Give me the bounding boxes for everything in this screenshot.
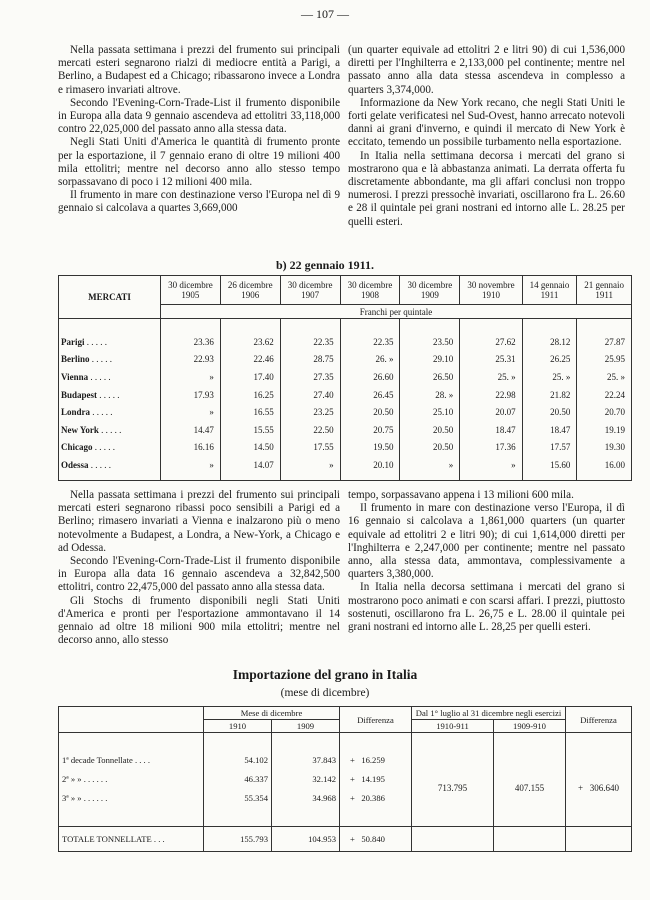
cell bbox=[340, 788, 412, 827]
period-1910-value: 713.795 bbox=[412, 733, 494, 827]
cell bbox=[340, 827, 412, 852]
price-cell: 25.95 bbox=[577, 351, 632, 369]
market-name: New York bbox=[61, 424, 99, 435]
table-row bbox=[59, 439, 632, 457]
price-cell: 19.19 bbox=[577, 421, 632, 439]
market-name: Odessa bbox=[61, 459, 89, 470]
price-cell: 14.47 bbox=[161, 421, 221, 439]
price-cell: 20.10 bbox=[340, 456, 400, 480]
paragraph: In Italia nella decorsa settimana i mercati del grano si mostrarono poco animati e con scarsi affari. I prezzi, piuttosto sostenuti, oscillarono fra L. 26,75 e L. 28.00 il quintale pei grani nostrani ed intorno alle L. 28,25 per quelli esteri. bbox=[348, 581, 625, 634]
table-row bbox=[59, 351, 632, 369]
period-diff-cell bbox=[566, 733, 632, 827]
units-label: Franchi per quintale bbox=[161, 305, 632, 319]
top-right-column bbox=[348, 44, 625, 229]
period-year-header: 1910-911 bbox=[412, 720, 494, 733]
market-name: Budapest bbox=[61, 389, 98, 400]
paragraph: In Italia nella settimana decorsa i mercati del grano si mostrarono qua e là abbastanza animati. La derrata offerta fu discretamente abbondante, ma gli affari conclusi non troppo numerosi. I prezzi pressochè invariati, oscillarono fra L. 26.60 e 28 il quintale pei grani nostrani ed intorno alle L. 28.25 per quelli esteri. bbox=[348, 149, 625, 228]
table-row bbox=[59, 403, 632, 421]
price-cell: 19.30 bbox=[577, 439, 632, 457]
leader-dots: . . . . . bbox=[99, 389, 120, 400]
price-cell: 26.60 bbox=[340, 368, 400, 386]
market-cell bbox=[59, 386, 161, 404]
price-cell: 26. » bbox=[340, 351, 400, 369]
leader-dots: . . . . . bbox=[101, 424, 122, 435]
price-cell: 17.93 bbox=[161, 386, 221, 404]
cell bbox=[494, 827, 566, 852]
cell: 46.337 bbox=[204, 769, 272, 788]
price-cell: 14.50 bbox=[220, 439, 280, 457]
label-header bbox=[59, 707, 204, 733]
sign: + bbox=[350, 792, 355, 803]
cell: 54.102 bbox=[204, 733, 272, 770]
market-cell bbox=[59, 456, 161, 480]
paragraph: Negli Stati Uniti d'America le quantità di frumento pronte per la esportazione, il 7 gennaio erano di oltre 19 milioni 400 mila ettolitri; mentre nel decorso anno allo stesso tempo sorpassavano di poco i 12 milioni 400 mila. bbox=[58, 136, 340, 189]
market-cell bbox=[59, 421, 161, 439]
import-title: Importazione del grano in Italia bbox=[232, 667, 418, 682]
price-cell: 27.62 bbox=[460, 319, 522, 351]
price-cell: 22.50 bbox=[280, 421, 340, 439]
paragraph: Informazione da New York recano, che negli Stati Uniti le forti gelate verificatesi nel Sud-Ovest, hanno arrecato notevoli danni ai grani d'inverno, e quindi il mercato di New York è eccitato, temendo un possibile turbamento nella esportazione. bbox=[348, 96, 625, 149]
price-cell: 17.55 bbox=[280, 439, 340, 457]
paragraph: Gli Stochs di frumento disponibili negli Stati Uniti d'America e pronti per l'esportazione ammontavano il 14 gennaio ad oltre 18 milioni 900 mila ettolitri; mentre nel decorso anno, allo stesso bbox=[58, 594, 340, 647]
bottom-right-column bbox=[348, 489, 625, 634]
cell: 32.142 bbox=[272, 769, 340, 788]
diff-value: 306.640 bbox=[589, 783, 620, 793]
price-cell: 18.47 bbox=[522, 421, 577, 439]
price-cell: 20.50 bbox=[522, 403, 577, 421]
paragraph: (un quarter equivale ad ettolitri 2 e litri 90) di cui 1,536,000 diretti per l'Inghilterra e 2,133,000 pel continente; mentre nel passato anno alla data stessa ascendeva in complesso a quarters 3,374,000. bbox=[348, 44, 625, 96]
paragraph: Secondo l'Evening-Corn-Trade-List il frumento disponibile in Europa alla data 16 gennaio ascendeva a 32,842,500 ettolitri, contro 22,475,000 del passato anno alla stessa data. bbox=[58, 555, 340, 594]
diff-value: 20.386 bbox=[361, 792, 385, 803]
total-label: TOTALE TONNELLATE . . . bbox=[59, 827, 204, 852]
prices-table bbox=[58, 275, 632, 481]
price-cell: 23.62 bbox=[220, 319, 280, 351]
diff-header: Differenza bbox=[340, 707, 412, 733]
price-cell: » bbox=[161, 403, 221, 421]
price-cell: » bbox=[161, 456, 221, 480]
price-cell: 27.87 bbox=[577, 319, 632, 351]
price-cell: 23.25 bbox=[280, 403, 340, 421]
paragraph: Nella passata settimana i prezzi del frumento sui principali mercati esteri segnarono ribassi poco sensibili a Parigi ed a Berlino; rimasero invariati a Vienna e inalzarono più o meno notevolmente a Budapest, a Londra, a New-York, a Chicago e ad Odessa. bbox=[58, 489, 340, 554]
price-cell: 25. » bbox=[522, 368, 577, 386]
price-cell: 22.24 bbox=[577, 386, 632, 404]
price-cell: 25. » bbox=[577, 368, 632, 386]
leader-dots: . . . . . bbox=[90, 459, 112, 470]
sign: + bbox=[577, 783, 584, 793]
price-cell: 26.50 bbox=[400, 368, 460, 386]
market-name: Berlino bbox=[61, 354, 90, 365]
cell bbox=[340, 733, 412, 770]
price-cell: 25.10 bbox=[400, 403, 460, 421]
date-header: 30 novembre 1910 bbox=[460, 276, 522, 305]
market-cell bbox=[59, 368, 161, 386]
price-cell: » bbox=[460, 456, 522, 480]
price-cell: 16.00 bbox=[577, 456, 632, 480]
price-cell: 16.55 bbox=[220, 403, 280, 421]
date-header: 30 dicembre 1907 bbox=[280, 276, 340, 305]
sign: + bbox=[350, 754, 355, 765]
page-number: — 107 — bbox=[301, 7, 349, 21]
market-header: MERCATI bbox=[59, 276, 161, 319]
market-name: Chicago bbox=[61, 442, 93, 453]
market-name: Vienna bbox=[61, 371, 89, 382]
price-cell: 23.50 bbox=[400, 319, 460, 351]
cell: 55.354 bbox=[204, 788, 272, 827]
sign: + bbox=[350, 834, 355, 844]
price-cell: 21.82 bbox=[522, 386, 577, 404]
price-cell: 28.12 bbox=[522, 319, 577, 351]
price-cell: 22.35 bbox=[340, 319, 400, 351]
row-label: 1ª decade Tonnellate . . . . bbox=[59, 733, 204, 770]
price-cell: » bbox=[400, 456, 460, 480]
price-cell: 17.40 bbox=[220, 368, 280, 386]
cell bbox=[566, 827, 632, 852]
table-row bbox=[59, 421, 632, 439]
market-cell bbox=[59, 439, 161, 457]
price-cell: 22.98 bbox=[460, 386, 522, 404]
row-label: 3ª » » . . . . . . bbox=[59, 788, 204, 827]
date-header: 30 dicembre 1905 bbox=[161, 276, 221, 305]
diff-value: 16.259 bbox=[361, 754, 385, 765]
table-row bbox=[59, 319, 632, 351]
period-header: Dal 1° luglio al 31 dicembre negli esercizi bbox=[412, 707, 566, 720]
date-header: 30 dicembre 1909 bbox=[400, 276, 460, 305]
price-cell: 15.55 bbox=[220, 421, 280, 439]
market-name: Londra bbox=[61, 407, 91, 418]
price-cell: 29.10 bbox=[400, 351, 460, 369]
top-left-column bbox=[58, 44, 340, 216]
market-cell bbox=[59, 403, 161, 421]
price-cell: 22.93 bbox=[161, 351, 221, 369]
price-cell: 16.16 bbox=[161, 439, 221, 457]
table-row bbox=[59, 368, 632, 386]
table-row bbox=[59, 456, 632, 480]
leader-dots: . . . . . bbox=[90, 371, 111, 382]
leader-dots: . . . . . bbox=[92, 407, 113, 418]
table-row bbox=[59, 733, 632, 770]
paragraph: Nella passata settimana i prezzi del frumento sui principali mercati esteri segnarono rialzi di mediocre entità a Parigi, a Berlino, a Budapest ed a Chicago; ribassarono invece a Londra e rimasero invariati altrove. bbox=[58, 44, 340, 96]
price-cell: 20.50 bbox=[400, 421, 460, 439]
paragraph: tempo, sorpassavano appena i 13 milioni 600 mila. bbox=[348, 489, 574, 501]
cell bbox=[340, 769, 412, 788]
paragraph: Il frumento in mare con destinazione verso l'Europa, il dì 16 gennaio si calcolava a 1,861,000 quarters (un quarter equivale ad ettolitri 2 e litri 90); di cui 1,614,000 diretti per l'Inghilterra e 2,247,000 per continente; mentre nel passato anno, alla stessa data, ammontava, complessivamente a quarters 3,380,000. bbox=[348, 502, 625, 581]
price-cell: » bbox=[161, 368, 221, 386]
price-cell: 16.25 bbox=[220, 386, 280, 404]
row-label: 2ª » » . . . . . . bbox=[59, 769, 204, 788]
cell: 34.968 bbox=[272, 788, 340, 827]
period-year-header: 1909-910 bbox=[494, 720, 566, 733]
section-title: b) 22 gennaio 1911. bbox=[275, 258, 374, 272]
date-header: 30 dicembre 1908 bbox=[340, 276, 400, 305]
price-cell: 20.70 bbox=[577, 403, 632, 421]
price-cell: 19.50 bbox=[340, 439, 400, 457]
year-header: 1910 bbox=[204, 720, 272, 733]
date-header: 14 gennaio 1911 bbox=[522, 276, 577, 305]
price-cell: 15.60 bbox=[522, 456, 577, 480]
import-table bbox=[58, 706, 632, 852]
leader-dots: . . . . . bbox=[86, 336, 107, 347]
price-cell: 25.31 bbox=[460, 351, 522, 369]
date-header: 26 dicembre 1906 bbox=[220, 276, 280, 305]
market-cell bbox=[59, 351, 161, 369]
price-cell: 20.07 bbox=[460, 403, 522, 421]
paragraph: Secondo l'Evening-Corn-Trade-List il frumento disponibile in Europa alla data 9 gennaio ascendeva ad ettolitri 33,118,000 contro 22,025,000 del passato anno alla stessa data. bbox=[58, 96, 340, 136]
price-cell: 22.46 bbox=[220, 351, 280, 369]
total-row bbox=[59, 827, 632, 852]
sign: + bbox=[350, 773, 355, 784]
paragraph: Il frumento in mare con destinazione verso l'Europa nel dì 9 gennaio si calcolava a quartes 3,669,000 bbox=[58, 189, 340, 215]
price-cell: 20.50 bbox=[340, 403, 400, 421]
month-header: Mese di dicembre bbox=[204, 707, 340, 720]
price-cell: 28. » bbox=[400, 386, 460, 404]
import-subtitle: (mese di dicembre) bbox=[280, 687, 370, 699]
price-cell: 20.75 bbox=[340, 421, 400, 439]
market-name: Parigi bbox=[61, 336, 85, 347]
price-cell: 20.50 bbox=[400, 439, 460, 457]
cell bbox=[412, 827, 494, 852]
price-cell: 17.36 bbox=[460, 439, 522, 457]
diff2-header: Differenza bbox=[566, 707, 632, 733]
price-cell: 22.35 bbox=[280, 319, 340, 351]
market-cell bbox=[59, 319, 161, 351]
cell: 104.953 bbox=[272, 827, 340, 852]
price-cell: 26.25 bbox=[522, 351, 577, 369]
table-row bbox=[59, 386, 632, 404]
price-cell: 23.36 bbox=[161, 319, 221, 351]
period-1909-value: 407.155 bbox=[494, 733, 566, 827]
date-header: 21 gennaio 1911 bbox=[577, 276, 632, 305]
price-cell: 27.35 bbox=[280, 368, 340, 386]
cell: 155.793 bbox=[204, 827, 272, 852]
price-cell: 14.07 bbox=[220, 456, 280, 480]
price-cell: 17.57 bbox=[522, 439, 577, 457]
price-cell: 28.75 bbox=[280, 351, 340, 369]
bottom-left-column bbox=[58, 489, 340, 647]
cell: 37.843 bbox=[272, 733, 340, 770]
price-cell: 26.45 bbox=[340, 386, 400, 404]
leader-dots: . . . . . bbox=[91, 354, 112, 365]
price-cell: 27.40 bbox=[280, 386, 340, 404]
diff-value: 50.840 bbox=[361, 834, 385, 844]
price-cell: » bbox=[280, 456, 340, 480]
price-cell: 25. » bbox=[460, 368, 522, 386]
price-cell: 18.47 bbox=[460, 421, 522, 439]
leader-dots: . . . . . bbox=[94, 442, 115, 453]
diff-value: 14.195 bbox=[361, 773, 385, 784]
year-header: 1909 bbox=[272, 720, 340, 733]
